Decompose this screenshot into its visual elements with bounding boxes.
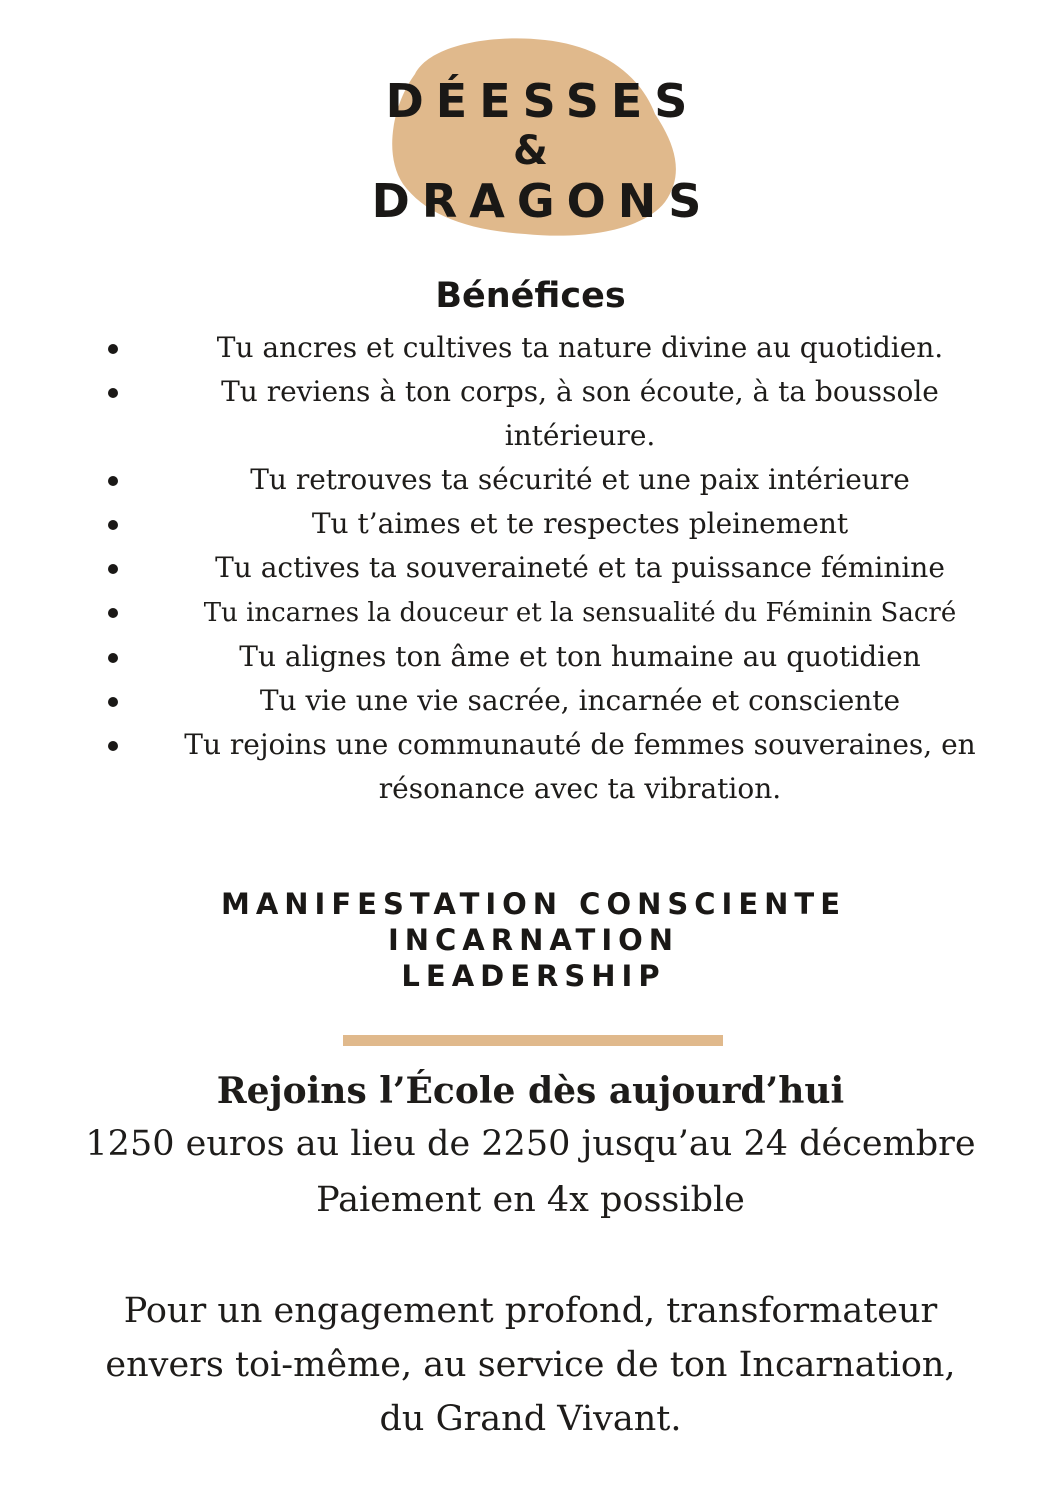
cta-title: Rejoins l’École dès aujourd’hui [216, 1070, 845, 1112]
bullet-icon [108, 608, 118, 618]
benefit-text: Tu t’aimes et te respectes pleinement [311, 507, 849, 540]
title-dragons: DRAGONS [371, 174, 714, 228]
benefit-text: Tu ancres et cultives ta nature divine au quotidien. [216, 331, 944, 364]
bullet-icon [108, 697, 118, 707]
list-item [100, 679, 1020, 723]
list-item [100, 590, 1020, 635]
benefit-text: Tu retrouves ta sécurité et une paix intérieure [250, 463, 910, 496]
benefit-text: Tu alignes ton âme et ton humaine au quotidien [239, 640, 921, 673]
list-item [100, 502, 1020, 546]
benefit-list [100, 326, 1020, 811]
theme-manifestation: MANIFESTATION CONSCIENTE [220, 887, 847, 921]
bullet-icon [108, 344, 118, 354]
bullet-icon [108, 564, 118, 574]
call-to-action [0, 1066, 1061, 1228]
benefit-text: Tu actives ta souveraineté et ta puissance féminine [215, 551, 945, 584]
closing-line: du Grand Vivant. [379, 1399, 682, 1439]
benefits-heading: Bénéfices [435, 276, 626, 316]
divider [343, 1035, 723, 1046]
list-item [100, 635, 1020, 679]
closing-paragraph [0, 1284, 1061, 1446]
list-item [100, 326, 1020, 370]
bullet-icon [108, 653, 118, 663]
bullet-icon [108, 520, 118, 530]
benefit-text: Tu vie une vie sacrée, incarnée et consciente [259, 684, 901, 717]
list-item [100, 458, 1020, 502]
title-ampersand: & [513, 128, 548, 174]
closing-line: Pour un engagement profond, transformateur [123, 1291, 938, 1331]
list-item [100, 723, 1020, 811]
bullet-icon [108, 476, 118, 486]
benefit-text: Tu incarnes la douceur et la sensualité du Féminin Sacré [203, 598, 957, 628]
price-line: 1250 euros au lieu de 2250 jusqu’au 24 décembre [85, 1124, 976, 1164]
theme-leadership: LEADERSHIP [401, 959, 666, 993]
bullet-icon [108, 741, 118, 751]
title-deesses: DÉESSES [385, 74, 700, 128]
benefit-text: Tu reviens à ton corps, à son écoute, à ta boussole intérieure. [221, 375, 939, 452]
payment-line: Paiement en 4x possible [316, 1180, 745, 1220]
benefit-text: Tu rejoins une communauté de femmes souveraines, en résonance avec ta vibration. [184, 728, 976, 805]
list-item [100, 370, 1020, 458]
closing-line: envers toi-même, au service de ton Incarnation, [105, 1345, 956, 1385]
bullet-icon [108, 388, 118, 398]
theme-incarnation: INCARNATION [387, 923, 680, 957]
themes-block [0, 886, 1061, 994]
list-item [100, 546, 1020, 590]
